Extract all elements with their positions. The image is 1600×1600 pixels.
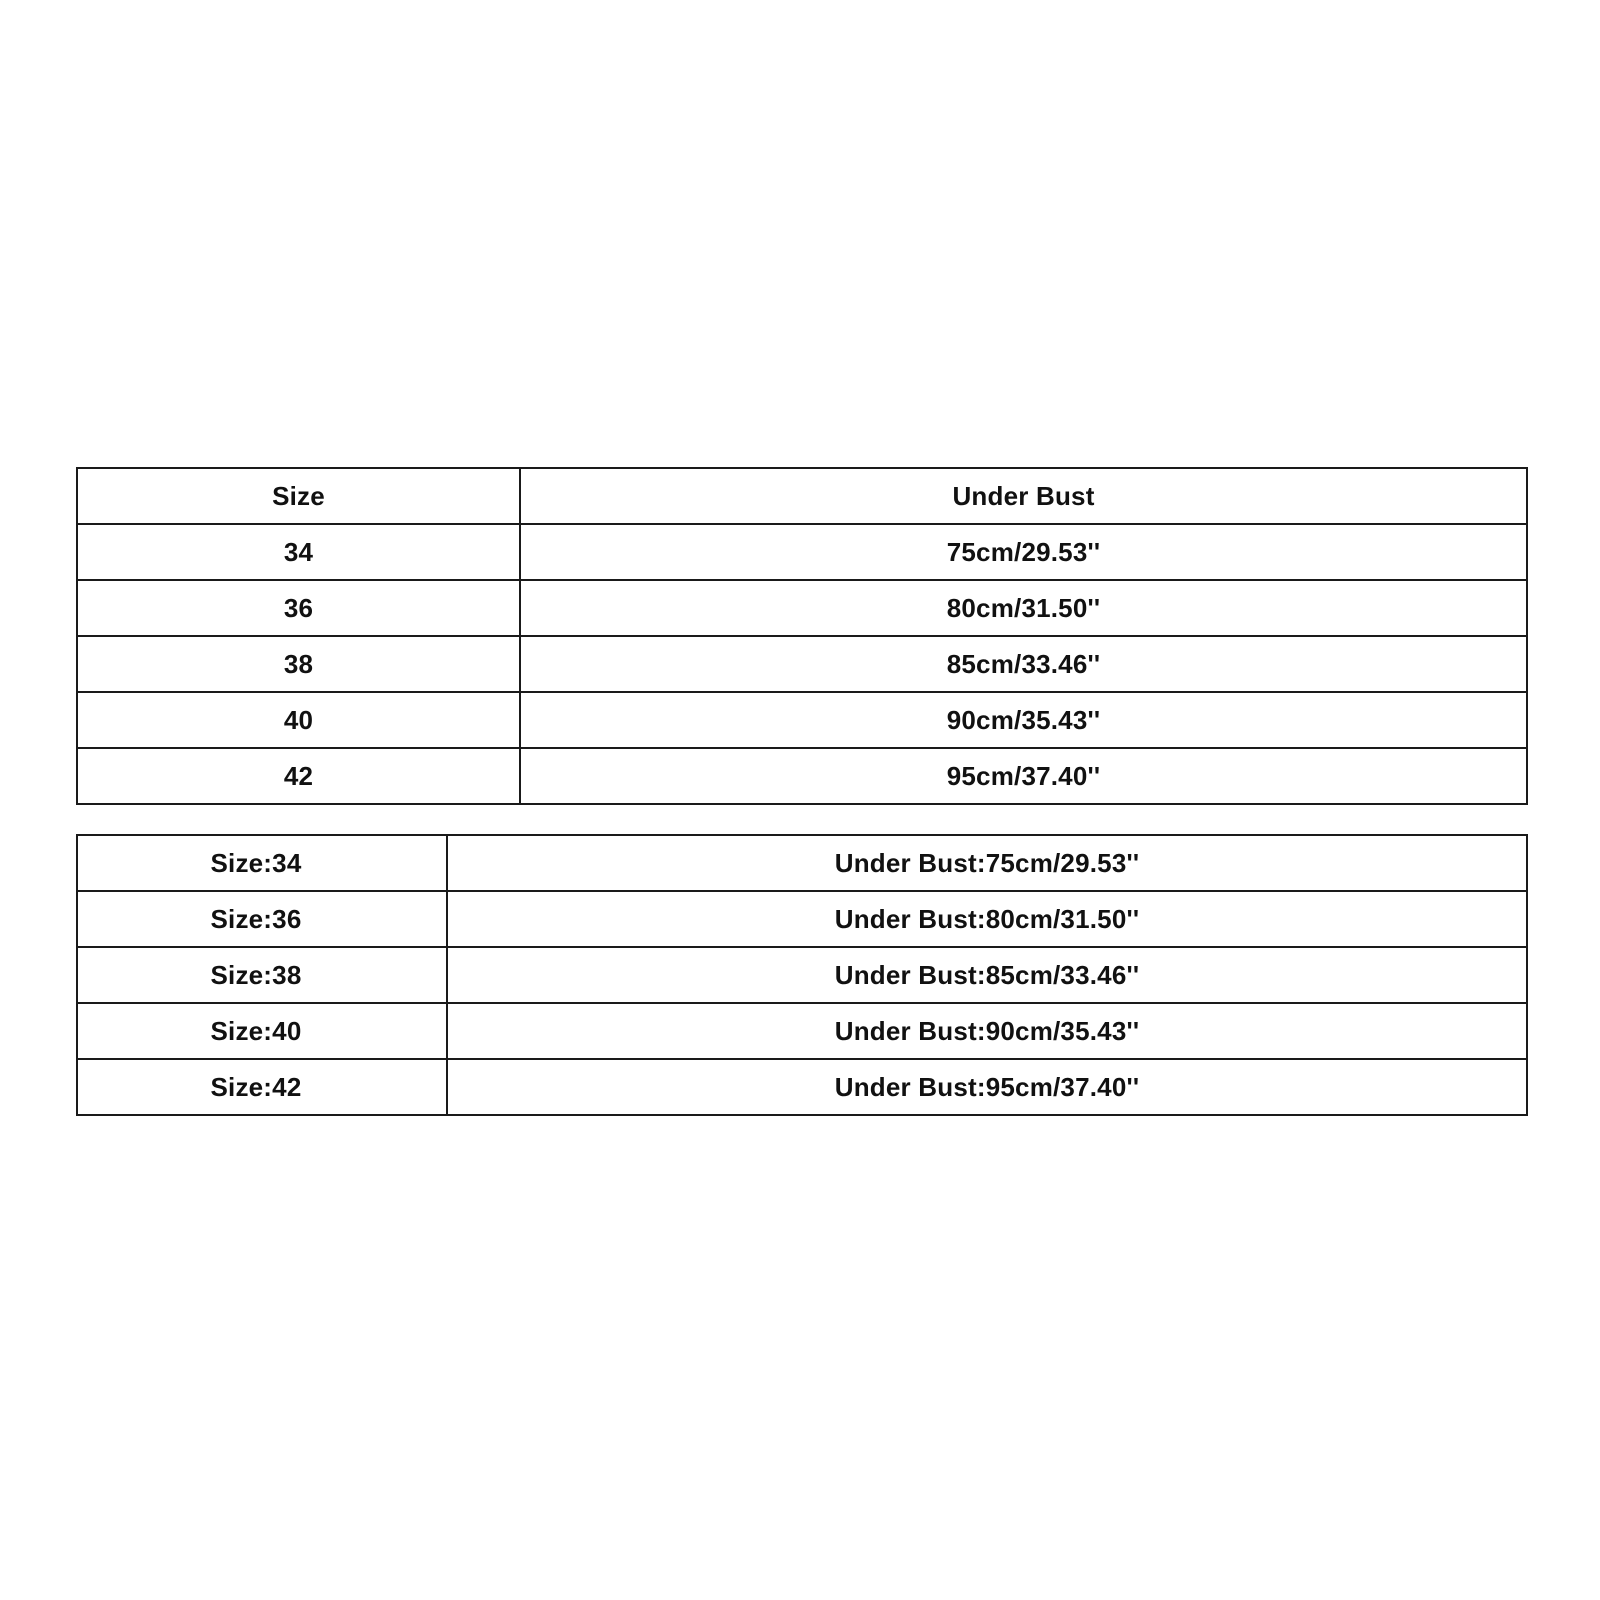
size-cell: 40 (77, 692, 520, 748)
table-row (77, 692, 1527, 748)
table-row (77, 636, 1527, 692)
size-chart-table (76, 467, 1528, 805)
table-row (77, 748, 1527, 804)
under-bust-cell: Under Bust:80cm/31.50'' (447, 891, 1527, 947)
size-cell: 34 (77, 524, 520, 580)
size-cell: 36 (77, 580, 520, 636)
table-row (77, 1003, 1527, 1059)
table-header-row (77, 468, 1527, 524)
under-bust-cell: 80cm/31.50'' (520, 580, 1527, 636)
under-bust-cell: 95cm/37.40'' (520, 748, 1527, 804)
under-bust-header: Under Bust (520, 468, 1527, 524)
size-header: Size (77, 468, 520, 524)
table-row (77, 891, 1527, 947)
under-bust-cell: Under Bust:90cm/35.43'' (447, 1003, 1527, 1059)
size-cell: Size:42 (77, 1059, 447, 1115)
table-row (77, 947, 1527, 1003)
size-cell: 42 (77, 748, 520, 804)
table-row (77, 580, 1527, 636)
table-row (77, 1059, 1527, 1115)
size-cell: Size:40 (77, 1003, 447, 1059)
under-bust-cell: 90cm/35.43'' (520, 692, 1527, 748)
table-row (77, 524, 1527, 580)
under-bust-cell: Under Bust:95cm/37.40'' (447, 1059, 1527, 1115)
under-bust-cell: 85cm/33.46'' (520, 636, 1527, 692)
size-cell: 38 (77, 636, 520, 692)
size-cell: Size:34 (77, 835, 447, 891)
size-cell: Size:36 (77, 891, 447, 947)
under-bust-cell: Under Bust:85cm/33.46'' (447, 947, 1527, 1003)
under-bust-cell: Under Bust:75cm/29.53'' (447, 835, 1527, 891)
table-row (77, 835, 1527, 891)
size-cell: Size:38 (77, 947, 447, 1003)
combined-size-table (76, 834, 1528, 1116)
under-bust-cell: 75cm/29.53'' (520, 524, 1527, 580)
